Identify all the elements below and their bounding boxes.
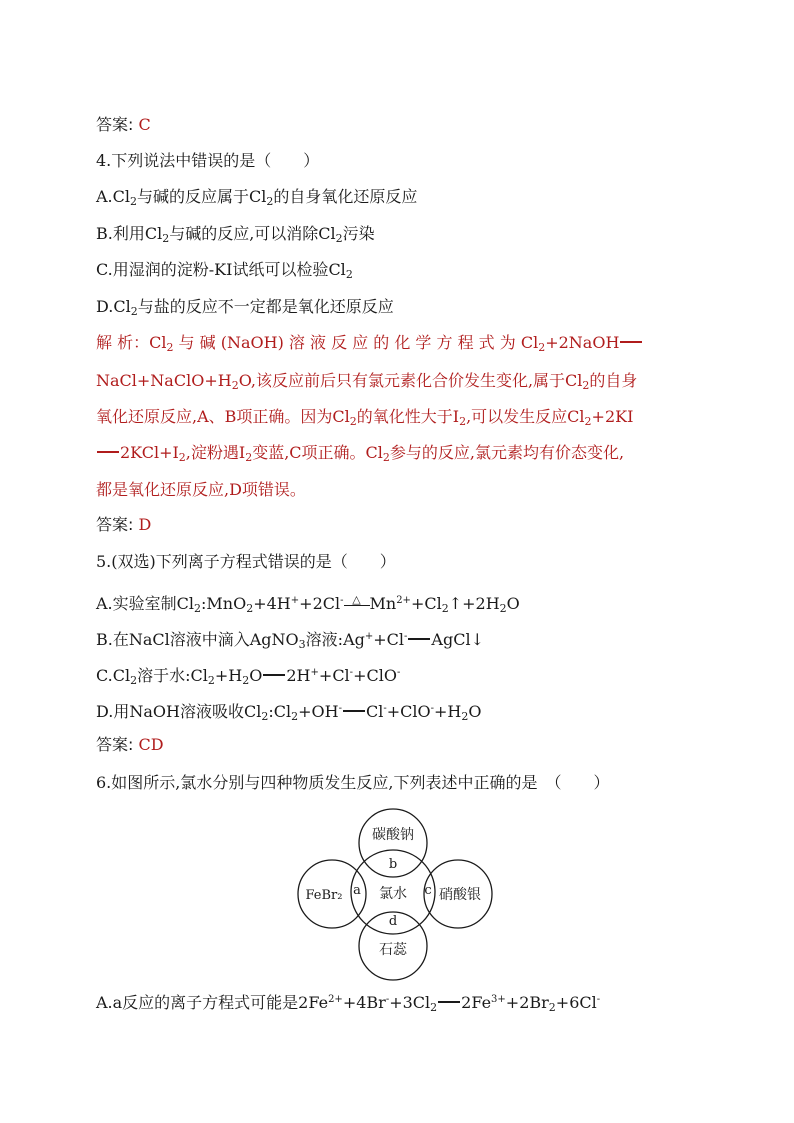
q5-option-c: $C.Cl_2$溶于水$:Cl_2+H_2O$ 2H++Cl-+ClO-	[96, 666, 401, 687]
chlorine-water-reaction-diagram	[296, 806, 496, 988]
heat-condition-arrow	[344, 593, 370, 609]
region-a-label: a	[353, 883, 361, 898]
analysis-line-4: $2KCl+I_2$,淀粉遇$I_2$变蓝,C项正确。$Cl_2$参与的反应,氯元素均有价态变化,	[96, 441, 624, 470]
bottom-label: 石蕊	[379, 942, 407, 958]
q4-option-c: C.用湿润的淀粉-KI试纸可以检验$Cl_2$	[96, 260, 353, 281]
answer-value: D	[138, 515, 152, 534]
q5-option-b: B.在NaCl溶液中滴入AgNO$_3$溶液:Ag++Cl- AgCl↓	[96, 630, 484, 651]
q4-option-b: B.利用$Cl_2$与碱的反应,可以消除$Cl_2$污染	[96, 224, 375, 245]
equals-line	[97, 451, 119, 453]
center-label: 氯水	[379, 886, 407, 902]
answer-label: 答案:	[96, 735, 134, 754]
answer-label: 答案:	[96, 515, 134, 534]
analysis-line-2: $NaCl+NaClO+H_2O$,该反应前后只有氯元素化合价发生变化,属于$Cl_2$的自身	[96, 371, 638, 392]
q4-option-a: $A.Cl_2$与碱的反应属于$Cl_2$的自身氧化还原反应	[96, 187, 418, 208]
question-6-title: 6.如图所示,氯水分别与四种物质发生反应,下列表述中正确的是 （ ）	[96, 773, 610, 792]
answer-q4	[96, 513, 151, 537]
left-label: FeBr₂	[305, 888, 343, 903]
equals-line	[263, 674, 285, 676]
answer-q3	[96, 113, 151, 137]
region-c-label: c	[424, 883, 432, 898]
q6-option-a: A.a反应的离子方程式可能是$2Fe^{2+}+4Br^-+3Cl_2$ $2Fe^{3+}+2Br_2+6Cl^-$	[96, 993, 601, 1014]
analysis-line-3: 氧化还原反应,A、B项正确。因为$Cl_2$的氧化性大于$I_2$,可以发生反应$Cl_2+2KI$	[96, 407, 634, 428]
q4-option-d: $D.Cl_2$与盐的反应不一定都是氧化还原反应	[96, 297, 394, 318]
q5-option-a: A.实验室制$Cl_2:MnO_2+4H^++2Cl^-$ △ $Mn^{2+}+Cl_2↑+2H_2O$	[96, 589, 520, 621]
heat-icon: △	[352, 593, 361, 606]
answer-q5	[96, 733, 164, 757]
equals-line	[438, 1001, 460, 1003]
answer-value: CD	[138, 735, 164, 754]
question-5-title: 5.(双选)下列离子方程式错误的是（ ）	[96, 552, 396, 571]
q5-option-d: D.用NaOH溶液吸收$Cl_2:Cl_2+OH^-$ $Cl^-+ClO^-+H_2O$	[96, 702, 482, 723]
question-4-title: 4.下列说法中错误的是（ ）	[96, 151, 320, 170]
answer-value: C	[138, 115, 151, 134]
equals-line	[408, 638, 430, 640]
equals-line	[343, 710, 365, 712]
right-label: 硝酸银	[439, 887, 481, 903]
analysis-line-5: 都是氧化还原反应,D项错误。	[96, 480, 306, 499]
analysis-line-1: 解 析：$Cl_2$ 与 碱 (NaOH) 溶 液 反 应 的 化 学 方 程 式 为 $Cl_2+2NaOH$	[96, 331, 643, 360]
equals-line	[620, 341, 642, 343]
top-label: 碳酸钠	[372, 827, 414, 843]
region-d-label: d	[388, 914, 398, 929]
answer-label: 答案:	[96, 115, 134, 134]
region-b-label: b	[388, 857, 398, 872]
